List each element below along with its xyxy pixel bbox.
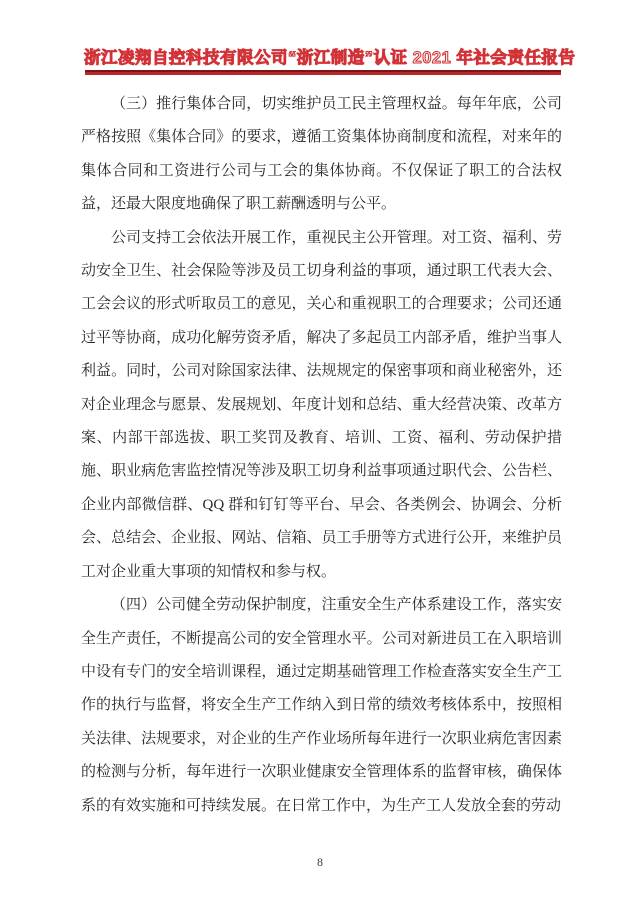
header-divider-rule: [85, 70, 561, 75]
page-header: [84, 44, 576, 68]
body-paragraph-labor-protection: （四）公司健全劳动保护制度，注重安全生产体系建设工作，落实安全生产责任，不断提高公司的安全管理水平。公司对新进员工在入职培训中设有专门的安全培训课程，通过定期基础管理工作检查落实安全生产工作的执行与监督，将安全生产工作纳入到日常的绩效考核体系中，按照相关法律、法规要求，对企业的生产作业场所每年进行一次职业病危害因素的检测与分析，每年进行一次职业健康安全管理体系的监督审核，确保体系的有效实施和可持续发展。在日常工作中，为生产工人发放全套的劳动: [81, 597, 562, 814]
report-body: [81, 88, 562, 823]
page-number: 8: [317, 855, 323, 869]
header-company-title: 浙江凌翔自控科技有限公司: [84, 49, 288, 67]
header-report-title: “浙江制造”认证 2021 年社会责任报告: [288, 49, 576, 67]
body-paragraph-union-transparency: 公司支持工会依法开展工作，重视民主公开管理。对工资、福利、劳动安全卫生、社会保险等涉及员工切身利益的事项，通过职工代表大会、工会会议的形式听取员工的意见，关心和重视职工的合理要求；公司还通过平等协商，成功化解劳资矛盾，解决了多起员工内部矛盾，维护当事人利益。同时，公司对除国家法律、法规规定的保密事项和商业秘密外，还对企业理念与愿景、发展规划、年度计划和总结、重大经营决策、改革方案、内部干部选拔、职工奖罚及教育、培训、工资、福利、劳动保护措施、职业病危害监控情况等涉及职工切身利益事项通过职代会、公告栏、企业内部微信群、QQ 群和钉钉等平台、早会、各类例会、协调会、分析会、总结会、企业报、网站、信箱、员工手册等方式进行公开，来维护员工对企业重大事项的知情权和参与权。: [81, 229, 562, 580]
page-footer: [0, 855, 640, 870]
body-paragraph-collective-contract: （三）推行集体合同，切实维护员工民主管理权益。每年年底，公司严格按照《集体合同》的要求，遵循工资集体协商制度和流程，对来年的集体合同和工资进行公司与工会的集体协商。不仅保证了职工的合法权益，还最大限度地确保了职工薪酬透明与公平。: [81, 96, 562, 213]
